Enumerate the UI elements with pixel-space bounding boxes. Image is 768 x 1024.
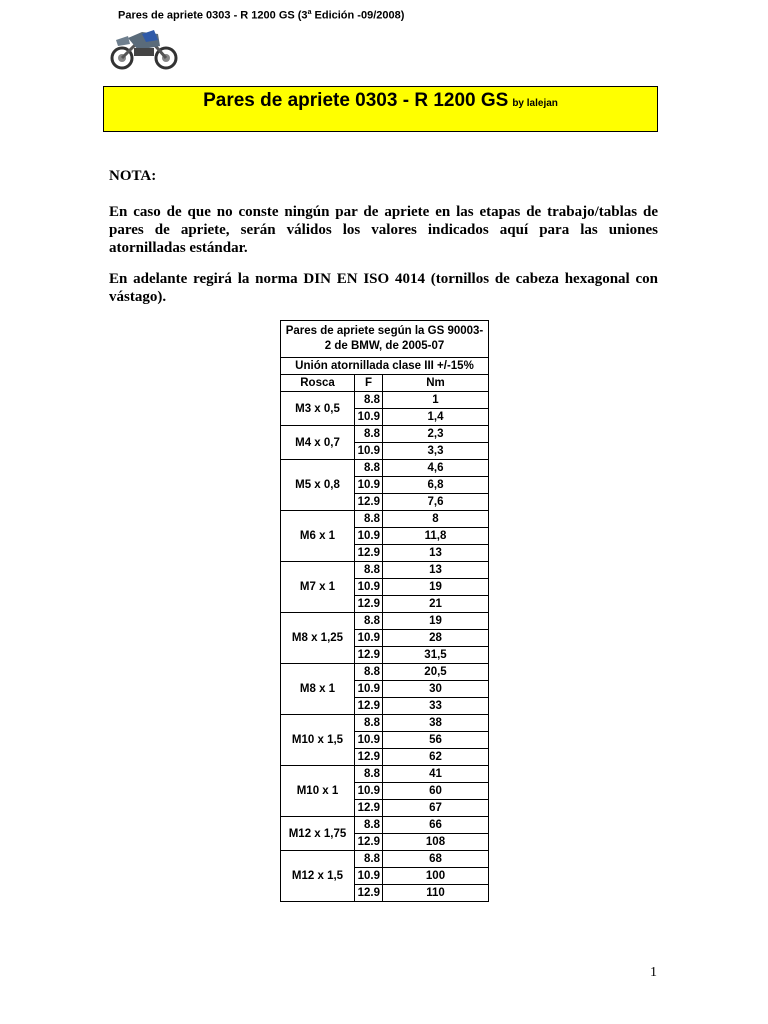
thread-size-cell: M12 x 1,5 bbox=[281, 851, 355, 902]
torque-value-cell: 62 bbox=[383, 749, 489, 766]
torque-value-cell: 1 bbox=[383, 392, 489, 409]
thread-size-cell: M6 x 1 bbox=[281, 511, 355, 562]
torque-value-cell: 28 bbox=[383, 630, 489, 647]
strength-class-cell: 10.9 bbox=[355, 579, 383, 596]
column-header-f: F bbox=[355, 375, 383, 392]
torque-value-cell: 8 bbox=[383, 511, 489, 528]
torque-value-cell: 41 bbox=[383, 766, 489, 783]
column-header-nm: Nm bbox=[383, 375, 489, 392]
running-header-superscript: a bbox=[307, 9, 312, 16]
page-number: 1 bbox=[650, 965, 657, 980]
strength-class-cell: 10.9 bbox=[355, 868, 383, 885]
running-header bbox=[118, 9, 404, 22]
strength-class-cell: 10.9 bbox=[355, 630, 383, 647]
title-banner bbox=[103, 86, 658, 132]
table-row bbox=[281, 817, 489, 834]
strength-class-cell: 8.8 bbox=[355, 392, 383, 409]
strength-class-cell: 12.9 bbox=[355, 494, 383, 511]
torque-value-cell: 3,3 bbox=[383, 443, 489, 460]
strength-class-cell: 8.8 bbox=[355, 426, 383, 443]
note-paragraph: En caso de que no conste ningún par de apriete en las etapas de trabajo/tablas de pares de apriete, serán válidos los valores indicados aquí para las uniones atornilladas estándar. bbox=[109, 204, 658, 256]
strength-class-cell: 8.8 bbox=[355, 511, 383, 528]
strength-class-cell: 10.9 bbox=[355, 528, 383, 545]
thread-size-cell: M5 x 0,8 bbox=[281, 460, 355, 511]
torque-value-cell: 13 bbox=[383, 562, 489, 579]
thread-size-cell: M8 x 1,25 bbox=[281, 613, 355, 664]
column-header-rosca: Rosca bbox=[281, 375, 355, 392]
thread-size-cell: M8 x 1 bbox=[281, 664, 355, 715]
strength-class-cell: 8.8 bbox=[355, 664, 383, 681]
torque-value-cell: 38 bbox=[383, 715, 489, 732]
strength-class-cell: 12.9 bbox=[355, 800, 383, 817]
torque-value-cell: 11,8 bbox=[383, 528, 489, 545]
torque-value-cell: 68 bbox=[383, 851, 489, 868]
thread-size-cell: M7 x 1 bbox=[281, 562, 355, 613]
strength-class-cell: 10.9 bbox=[355, 443, 383, 460]
torque-value-cell: 20,5 bbox=[383, 664, 489, 681]
torque-value-cell: 110 bbox=[383, 885, 489, 902]
torque-value-cell: 100 bbox=[383, 868, 489, 885]
strength-class-cell: 10.9 bbox=[355, 732, 383, 749]
strength-class-cell: 12.9 bbox=[355, 698, 383, 715]
torque-value-cell: 1,4 bbox=[383, 409, 489, 426]
motorcycle-icon bbox=[108, 24, 180, 70]
table-row bbox=[281, 511, 489, 528]
table-row bbox=[281, 392, 489, 409]
torque-value-cell: 21 bbox=[383, 596, 489, 613]
torque-value-cell: 2,3 bbox=[383, 426, 489, 443]
torque-value-cell: 13 bbox=[383, 545, 489, 562]
table-row bbox=[281, 766, 489, 783]
table-row bbox=[281, 562, 489, 579]
thread-size-cell: M4 x 0,7 bbox=[281, 426, 355, 460]
thread-size-cell: M3 x 0,5 bbox=[281, 392, 355, 426]
running-header-text: Pares de apriete 0303 - R 1200 GS (3 bbox=[118, 9, 308, 22]
torque-value-cell: 6,8 bbox=[383, 477, 489, 494]
standard-paragraph: En adelante regirá la norma DIN EN ISO 4014 (tornillos de cabeza hexagonal con vástago). bbox=[109, 271, 658, 305]
torque-value-cell: 31,5 bbox=[383, 647, 489, 664]
torque-value-cell: 19 bbox=[383, 613, 489, 630]
torque-value-cell: 19 bbox=[383, 579, 489, 596]
author-credit: by lalejan bbox=[512, 98, 558, 109]
strength-class-cell: 12.9 bbox=[355, 834, 383, 851]
torque-value-cell: 56 bbox=[383, 732, 489, 749]
table-row bbox=[281, 851, 489, 868]
strength-class-cell: 8.8 bbox=[355, 613, 383, 630]
document-title: Pares de apriete 0303 - R 1200 GS bbox=[203, 90, 509, 111]
table-title: Pares de apriete según la GS 90003-2 de BMW, de 2005-07 bbox=[281, 321, 489, 358]
strength-class-cell: 8.8 bbox=[355, 817, 383, 834]
table-subtitle: Unión atornillada clase III +/-15% bbox=[281, 358, 489, 375]
torque-value-cell: 60 bbox=[383, 783, 489, 800]
strength-class-cell: 12.9 bbox=[355, 647, 383, 664]
strength-class-cell: 10.9 bbox=[355, 681, 383, 698]
strength-class-cell: 10.9 bbox=[355, 783, 383, 800]
table-row bbox=[281, 460, 489, 477]
strength-class-cell: 12.9 bbox=[355, 545, 383, 562]
strength-class-cell: 8.8 bbox=[355, 460, 383, 477]
torque-value-cell: 33 bbox=[383, 698, 489, 715]
strength-class-cell: 8.8 bbox=[355, 715, 383, 732]
torque-value-cell: 108 bbox=[383, 834, 489, 851]
strength-class-cell: 12.9 bbox=[355, 596, 383, 613]
thread-size-cell: M12 x 1,75 bbox=[281, 817, 355, 851]
strength-class-cell: 8.8 bbox=[355, 562, 383, 579]
table-row bbox=[281, 426, 489, 443]
thread-size-cell: M10 x 1 bbox=[281, 766, 355, 817]
running-header-text-end: Edición -09/2008) bbox=[311, 9, 405, 22]
table-row bbox=[281, 613, 489, 630]
table-row bbox=[281, 664, 489, 681]
strength-class-cell: 8.8 bbox=[355, 766, 383, 783]
strength-class-cell: 8.8 bbox=[355, 851, 383, 868]
note-heading: NOTA: bbox=[109, 168, 157, 184]
torque-value-cell: 67 bbox=[383, 800, 489, 817]
strength-class-cell: 12.9 bbox=[355, 749, 383, 766]
torque-value-cell: 4,6 bbox=[383, 460, 489, 477]
strength-class-cell: 10.9 bbox=[355, 477, 383, 494]
table-row bbox=[281, 715, 489, 732]
thread-size-cell: M10 x 1,5 bbox=[281, 715, 355, 766]
strength-class-cell: 10.9 bbox=[355, 409, 383, 426]
torque-value-cell: 7,6 bbox=[383, 494, 489, 511]
torque-value-cell: 30 bbox=[383, 681, 489, 698]
strength-class-cell: 12.9 bbox=[355, 885, 383, 902]
torque-value-cell: 66 bbox=[383, 817, 489, 834]
torque-table bbox=[280, 320, 489, 902]
